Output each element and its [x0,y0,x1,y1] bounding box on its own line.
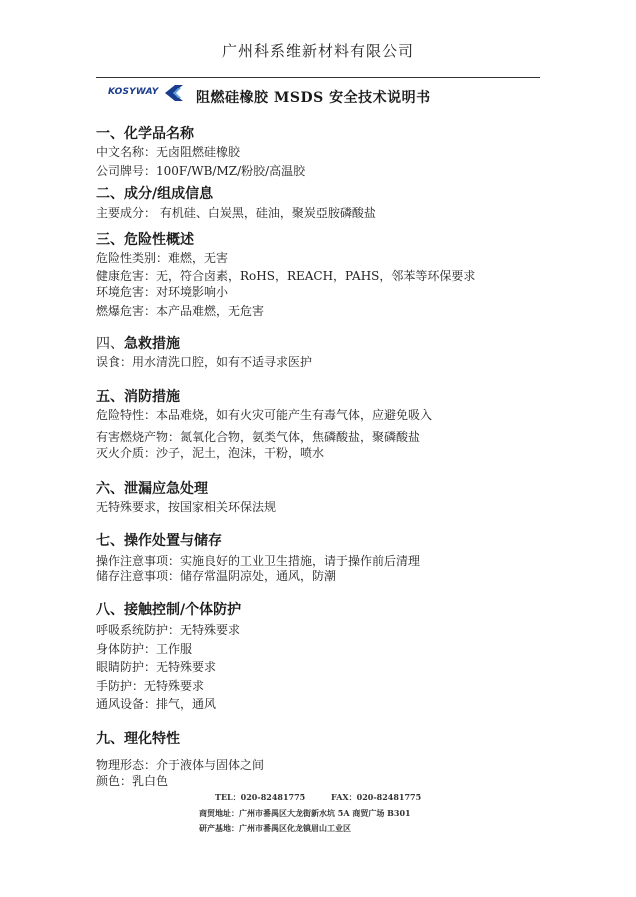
logo-chevron-icon [165,85,183,101]
footer-tel: TEL：020-82481775 [215,792,306,802]
extinguishing-media-line: 灭火介质：沙子，泥土，泡沫，干粉，喷水 [96,446,325,460]
section-title-chemical-name: 一、化学品名称 [96,126,194,142]
body-protection-line: 身体防护：工作服 [96,642,193,656]
footer-business-address: 商贸地址：广州市番禺区大龙街新水坑 5A 商贸广场 B301 [199,808,411,818]
chinese-name-line: 中文名称：无卤阻燃硅橡胶 [96,145,241,159]
physical-form-line: 物理形态：介于液体与固体之间 [96,758,265,772]
section-title-firefighting: 五、消防措施 [96,389,180,405]
eye-protection-line: 眼睛防护：无特殊要求 [96,660,217,674]
kosyway-logo [108,85,184,103]
hand-protection-line: 手防护：无特殊要求 [96,679,205,693]
main-ingredients-line: 主要成分： 有机硅、白炭黑，硅油，聚炭亞胺磷酸盐 [96,206,376,220]
health-hazard-line: 健康危害：无，符合卤素，RoHS，REACH，PAHS，邻苯等环保要求 [96,269,476,283]
section-title-hazards: 三、危险性概述 [96,232,194,248]
ventilation-line: 通风设备：排气，通风 [96,697,217,711]
company-grade-line: 公司牌号：100F/WB/MZ/粉胶/高温胶 [96,164,306,178]
logo-text: KOSYWAY [108,87,159,97]
section-title-first-aid [96,333,180,353]
combustion-products-line: 有害燃烧产物：氮氧化合物，氨类气体，焦磷酸盐，聚磷酸盐 [96,430,421,444]
footer-fax: FAX：020-82481775 [331,792,422,802]
environment-hazard-line: 环境危害：对环境影响小 [96,285,229,299]
section-title-spill: 六、泄漏应急处理 [96,481,208,497]
section-title-physical-properties: 九、理化特性 [96,731,180,747]
color-line: 颜色：乳白色 [96,774,169,788]
handling-precautions-line: 操作注意事项：实施良好的工业卫生措施，请于操作前后清理 [96,554,421,568]
document-title: 阻燃硅橡胶 MSDS 安全技术说明书 [196,90,431,106]
hazard-category-line: 危险性类别：难燃，无害 [96,251,229,265]
section-number: 四、 [96,336,124,352]
section-title-handling-storage: 七、操作处置与储存 [96,533,222,549]
respiratory-protection-line: 呼吸系统防护：无特殊要求 [96,623,241,637]
storage-precautions-line: 储存注意事项：储存常温阴凉处，通风，防潮 [96,569,337,583]
section-heading: 急救措施 [124,336,180,352]
section-title-composition: 二、成分/组成信息 [96,186,214,202]
spill-requirements-line: 无特殊要求，按国家相关环保法规 [96,500,277,514]
company-name: 广州科系维新材料有限公司 [221,42,414,60]
explosion-hazard-line: 燃爆危害：本产品难燃，无危害 [96,304,265,318]
hazard-characteristics-line: 危险特性：本品难烧，如有火灾可能产生有毒气体，应避免吸入 [96,408,433,422]
footer-production-base: 研产基地：广州市番禺区化龙镇眉山工业区 [199,823,351,833]
header-rule [96,77,540,78]
section-title-exposure-control: 八、接触控制/个体防护 [96,602,242,618]
ingestion-line: 误食：用水清洗口腔，如有不适寻求医护 [96,355,313,369]
